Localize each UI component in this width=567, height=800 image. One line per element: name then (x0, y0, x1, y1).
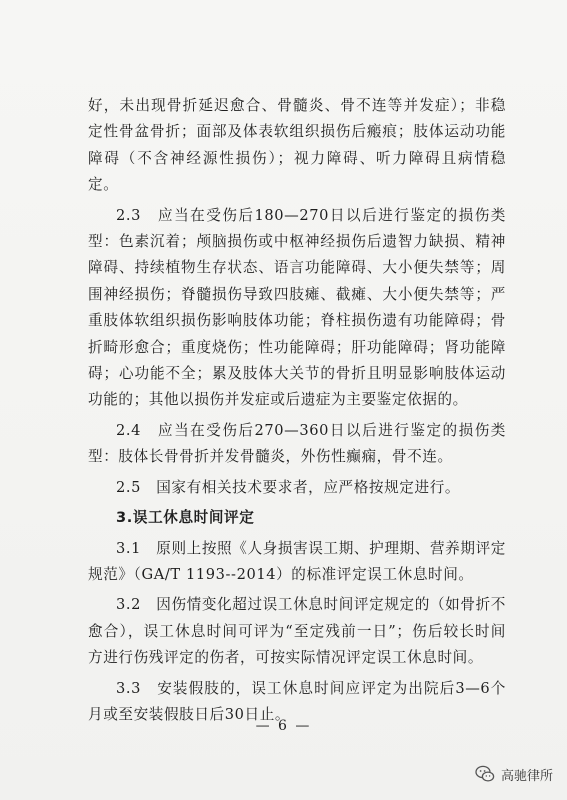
paragraph: 2.4 应当在受伤后270—360日以后进行鉴定的损伤类型：肢体长骨骨折并发骨髓炎，外伤性癫痫，骨不连。 (88, 421, 506, 466)
paragraph: 2.3 应当在受伤后180—270日以后进行鉴定的损伤类型：色素沉着；颅脑损伤或中枢神经损伤后遗智力缺损、精神障碍、持续植物生存状态、语言功能障碍、大小便失禁等；周围神经损伤；脊髓损伤导致四肢瘫、截瘫、大小便失禁等；严重肢体软组织损伤影响肢体功能；脊柱损伤遗有功能障碍；骨折畸形愈合；重度烧伤；性功能障碍；肝功能障碍；肾功能障碍；心功能不全；累及肢体大关节的骨折且明显影响肢体运动功能的；其他以损伤并发症或后遗症为主要鉴定依据的。 (88, 206, 506, 409)
watermark-text: 高驰律所 (500, 768, 553, 784)
section-heading: 3.误工休息时间评定 (116, 509, 255, 527)
page-number: — 6 — (255, 718, 312, 734)
paragraph: 好，未出现骨折延迟愈合、骨髓炎、骨不连等并发症）；非稳定性骨盆骨折；面部及体表软组织损伤后瘢痕；肢体运动功能障碍（不含神经源性损伤）；视力障碍、听力障碍且病情稳定。 (88, 97, 506, 194)
paragraph: 3.2 因伤情变化超过误工休息时间评定规定的（如骨折不愈合），误工休息时间可评为“至定残前一日”；伤后较长时间方进行伤残评定的伤者，可按实际情况评定误工休息时间。 (88, 596, 506, 667)
paragraph: 2.5 国家有相关技术要求者，应严格按规定进行。 (116, 478, 461, 496)
paragraph: 3.1 原则上按照《人身损害误工期、护理期、营养期评定规范》（GA/T 1193--2014）的标准评定误工休息时间。 (88, 539, 506, 583)
document-body (88, 93, 506, 728)
paragraph: 3.3 安装假肢的，误工休息时间应评定为出院后3—6个月或至安装假肢日后30日止。 (88, 679, 506, 723)
wechat-icon (475, 764, 495, 784)
watermark (475, 764, 553, 784)
